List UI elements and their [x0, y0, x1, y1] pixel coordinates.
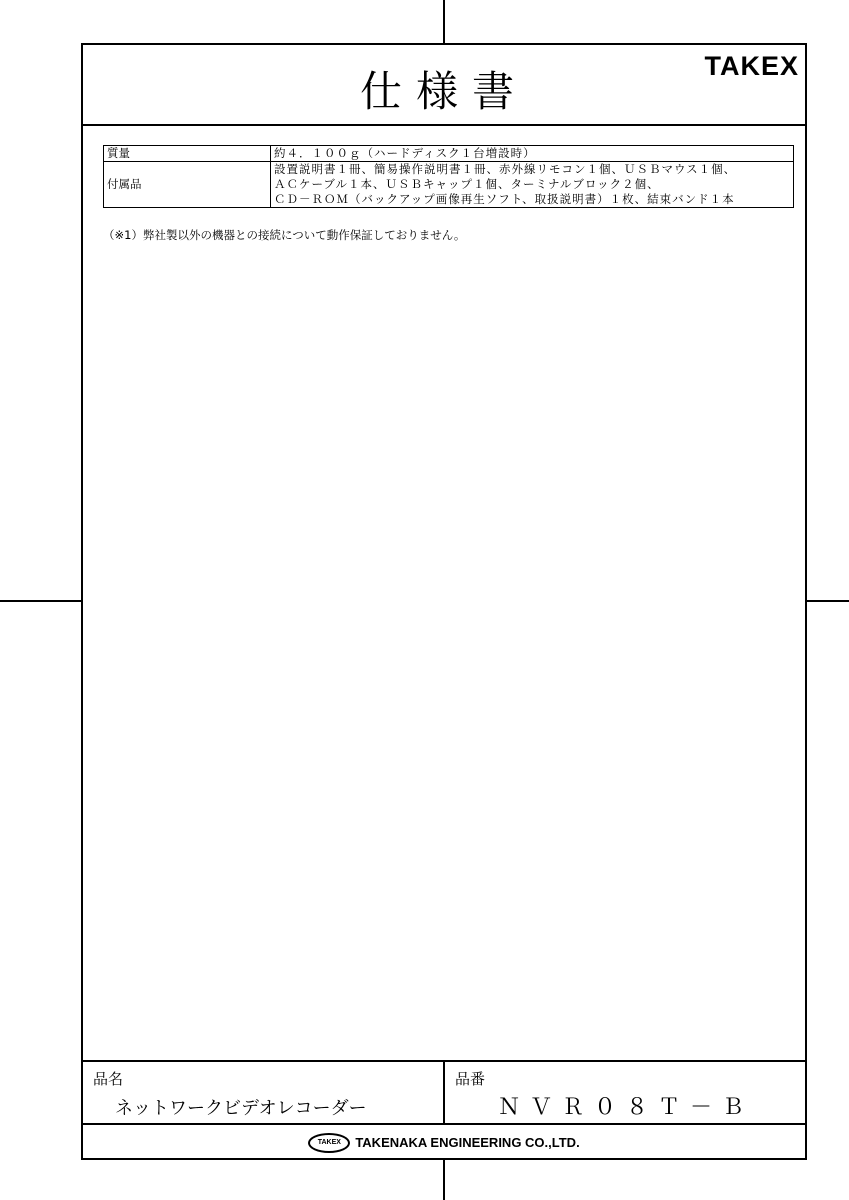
- takex-logo-icon: TAKEX: [308, 1133, 350, 1153]
- product-name-label: 品名: [93, 1070, 124, 1088]
- registration-mark-left: [0, 600, 81, 602]
- brand-logo: TAKEX: [704, 51, 799, 81]
- title-block: [83, 1060, 805, 1160]
- product-number-box: [445, 1060, 807, 1123]
- product-name-box: [83, 1060, 445, 1123]
- weight-label: 質量: [104, 146, 271, 162]
- registration-mark-bottom: [443, 1160, 445, 1200]
- product-number: ＮＶＲ０８Ｔ－Ｂ: [497, 1094, 754, 1119]
- registration-mark-right: [807, 600, 849, 602]
- product-number-label: 品番: [455, 1070, 486, 1088]
- accessories-line: ＡＣケーブル１本、ＵＳＢキャップ１個、ターミナルブロック２個、: [274, 177, 660, 191]
- table-row: [104, 162, 794, 208]
- registration-mark-top: [443, 0, 445, 43]
- accessories-line: ＣＤ－ＲＯＭ（バックアップ画像再生ソフト、取扱説明書）１枚、結束バンド１本: [274, 192, 735, 206]
- document-title: 仕様書: [359, 67, 528, 116]
- footnote: （※1）弊社製以外の機器との接続について動作保証しておりません。: [103, 228, 466, 242]
- accessories-value: [271, 162, 794, 208]
- company-footer: [83, 1123, 805, 1160]
- weight-value-text: 約４．１００ｇ（ハードディスク１台増設時）: [274, 146, 536, 160]
- document-header: [83, 45, 805, 126]
- company-name: TAKENAKA ENGINEERING CO.,LTD.: [355, 1135, 580, 1150]
- table-row: [104, 146, 794, 162]
- accessories-line: 設置説明書１冊、簡易操作説明書１冊、赤外線リモコン１個、ＵＳＢマウス１個、: [274, 162, 737, 176]
- weight-value: [271, 146, 794, 162]
- product-name: ネットワークビデオレコーダー: [115, 1098, 367, 1119]
- document-frame: [81, 43, 807, 1160]
- accessories-label: 付属品: [104, 162, 271, 208]
- spec-table: [103, 145, 794, 208]
